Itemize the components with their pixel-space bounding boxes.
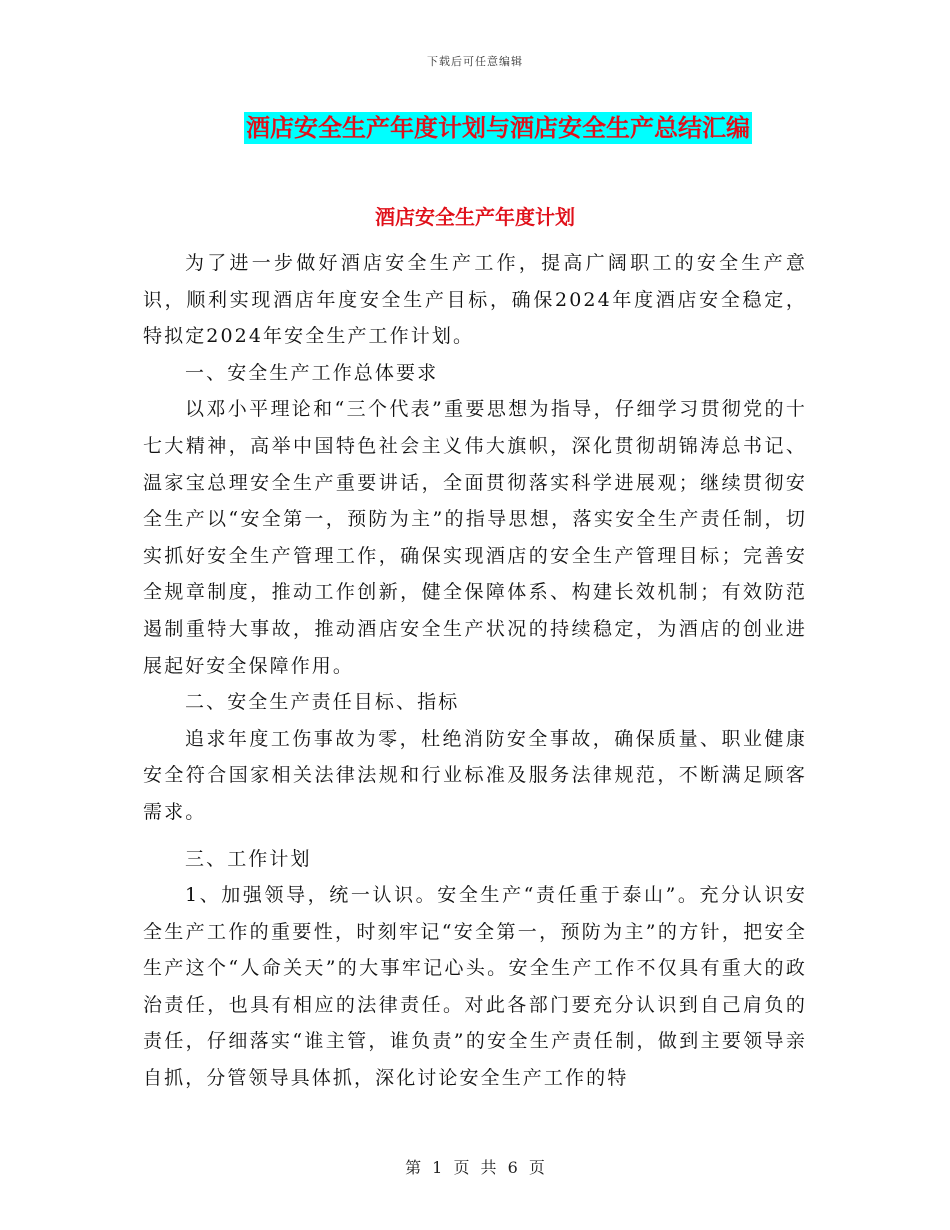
document-body: [143, 245, 807, 1097]
header-note: 下载后可任意编辑: [427, 55, 523, 68]
paragraph-3: 1、加强领导，统一认识。安全生产“责任重于泰山”。充分认识安全生产工作的重要性，时刻牢记“安全第一，预防为主”的方针，把安全生产这个“人命关天”的大事牢记心头。安全生产工作不仅具有重大的政治责任，也具有相应的法律责任。对此各部门要充分认识到自己肩负的责任，仔细落实“谁主管，谁负责”的安全生产责任制，做到主要领导亲自抓，分管领导具体抓，深化讨论安全生产工作的特: [143, 884, 807, 1090]
page-footer: 第 1 页 共 6 页: [405, 1158, 545, 1177]
spacer: [143, 831, 807, 841]
section-title: 酒店安全生产年度计划: [375, 205, 575, 229]
paragraph-1: 以邓小平理论和“三个代表”重要思想为指导，仔细学习贯彻党的十七大精神，高举中国特色社会主义伟大旗帜，深化贯彻胡锦涛总书记、温家宝总理安全生产重要讲话，全面贯彻落实科学进展观；继续贯彻安全生产以“安全第一，预防为主”的指导思想，落实安全生产责任制，切实抓好安全生产管理工作，确保实现酒店的安全生产管理目标；完善安全规章制度，推动工作创新，健全保障体系、构建长效机制；有效防范遏制重特大事故，推动酒店安全生产状况的持续稳定，为酒店的创业进展起好安全保障作用。: [143, 398, 807, 677]
heading-3: 三、工作计划: [185, 847, 312, 870]
document-title-wrap: [0, 112, 950, 144]
intro-paragraph: 为了进一步做好酒店安全生产工作，提高广阔职工的安全生产意识，顺利实现酒店年度安全生产目标，确保2024年度酒店安全稳定，特拟定2024年安全生产工作计划。: [143, 252, 807, 348]
paragraph-2: 追求年度工伤事故为零，杜绝消防安全事故，确保质量、职业健康安全符合国家相关法律法规和行业标准及服务法律规范，不断满足顾客需求。: [143, 727, 807, 823]
document-title: 酒店安全生产年度计划与酒店安全生产总结汇编: [246, 113, 750, 142]
heading-1: 一、安全生产工作总体要求: [185, 361, 439, 384]
heading-2: 二、安全生产责任目标、指标: [185, 691, 460, 714]
